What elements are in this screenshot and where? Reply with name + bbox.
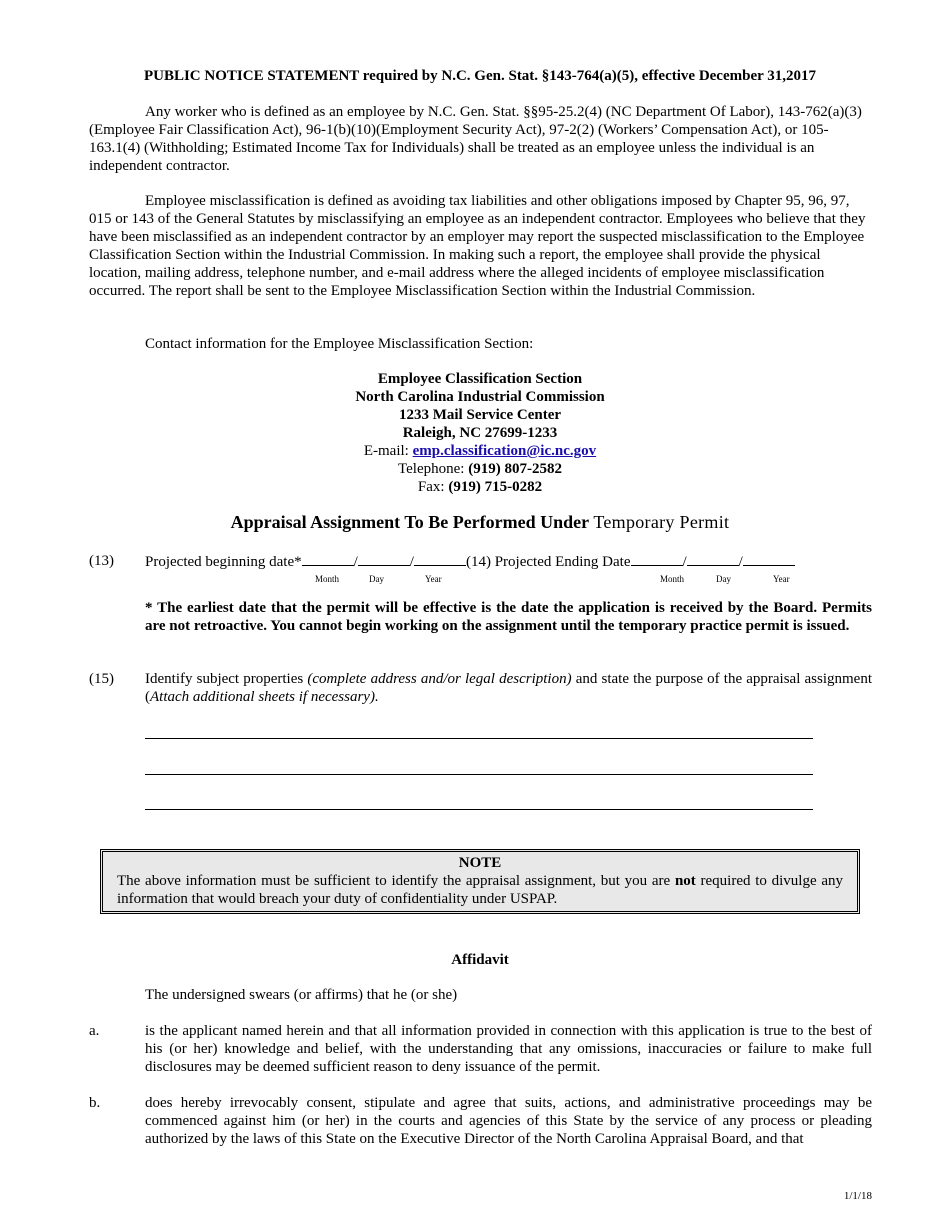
- note-text-bold: not: [674, 873, 696, 889]
- contact-fax-label: Fax:: [417, 479, 449, 495]
- item-15-text-purpose: and state the purpose of the appraisal assignment (: [145, 671, 873, 705]
- begin-year-caption: Year: [425, 574, 442, 584]
- contact-block: [300, 370, 660, 496]
- form-version-date: 1/1/18: [843, 1190, 872, 1202]
- date-slash: /: [409, 554, 414, 570]
- affidavit-intro: The undersigned swears (or affirms) that he (or she): [145, 987, 458, 1003]
- contact-email-link[interactable]: emp.classification@ic.nc.gov: [412, 443, 597, 459]
- end-year-field[interactable]: [743, 552, 795, 566]
- note-text-a: The above information must be sufficient to identify the appraisal assignment, but you are: [117, 873, 675, 889]
- item-15-italic: (complete address and/or legal description): [307, 671, 572, 687]
- subject-property-line-1[interactable]: [145, 738, 813, 739]
- note-text-b: required to divulge any information that would breach your duty of confidentiality under USPAP.: [117, 873, 844, 907]
- date-slash: /: [738, 554, 743, 570]
- contact-commission-name: North Carolina Industrial Commission: [355, 389, 605, 405]
- note-text: [117, 872, 843, 908]
- affidavit-item-b-text: does hereby irrevocably consent, stipulate and agree that suits, actions, and administrative proceedings may be commenced against him (or her) in the courts and agencies of this State by the service of any process or pleading authorized by the laws of this State on the Executive Director of the North Carolina Appraisal Board, and that: [145, 1095, 872, 1147]
- item-15-text: Identify subject properties: [145, 671, 308, 687]
- item-15-number: (15): [89, 671, 114, 687]
- contact-city-state-zip: Raleigh, NC 27699-1233: [402, 425, 558, 441]
- date-range-row: [145, 552, 885, 571]
- begin-day-caption: Day: [369, 574, 384, 584]
- begin-month-caption: Month: [315, 574, 340, 584]
- contact-phone-label: Telephone:: [398, 461, 469, 477]
- affidavit-item-b-label: b.: [89, 1095, 101, 1111]
- contact-phone-row: [300, 460, 660, 478]
- contact-phone-number: (919) 807-2582: [468, 461, 562, 477]
- beginning-date-label: Projected beginning date*: [145, 554, 302, 570]
- end-day-caption: Day: [716, 574, 731, 584]
- contact-fax-row: [300, 478, 660, 496]
- public-notice-heading: PUBLIC NOTICE STATEMENT required by N.C. Gen. Stat. §143-764(a)(5), effective December 31,2017: [143, 68, 817, 84]
- affidavit-item-a-text: is the applicant named herein and that all information provided in connection with this application is true to the best of his (or her) knowledge and belief, with the understanding that any omissions, inaccuracies or failure to make full disclosures may be deemed sufficient reason to deny issuance of the permit.: [145, 1023, 872, 1075]
- contact-fax-number: (919) 715-0282: [448, 479, 543, 495]
- item-13-number: (13): [89, 553, 114, 569]
- affidavit-title: Affidavit: [451, 952, 509, 968]
- effective-date-note: * The earliest date that the permit will be effective is the date the application is received by the Board. Permits are not retroactive. You cannot begin working on the assignment until the temporary practice permit is issued.: [145, 600, 872, 634]
- begin-month-field[interactable]: [302, 552, 354, 566]
- confidentiality-note-box: [100, 849, 860, 914]
- item-15-attach-note: Attach additional sheets if necessary).: [150, 689, 379, 705]
- date-slash: /: [682, 554, 687, 570]
- section-title: [90, 513, 870, 531]
- subject-property-line-3[interactable]: [145, 809, 813, 810]
- item-15-instructions: [145, 670, 872, 706]
- note-title: NOTE: [458, 855, 502, 871]
- section-title-bold: Appraisal Assignment To Be Performed Under: [230, 512, 589, 532]
- contact-section-name: Employee Classification Section: [377, 371, 583, 387]
- ending-date-label: (14) Projected Ending Date: [465, 554, 631, 570]
- begin-year-field[interactable]: [414, 552, 466, 566]
- notice-contact-intro: Contact information for the Employee Misclassification Section:: [145, 336, 534, 352]
- notice-paragraph-employee-definition: Any worker who is defined as an employee by N.C. Gen. Stat. §§95-25.2(4) (NC Department Of Labor), 143-762(a)(3) (Employee Fair Classification Act), 96-1(b)(10)(Employment Security Act), 97-2(2) (Workers’ Compensation Act), or 105-163.1(4) (Withholding; Estimated Income Tax for Individuals) shall be treated as an employee unless the individual is an independent contractor.: [89, 104, 862, 174]
- end-day-field[interactable]: [687, 552, 739, 566]
- end-year-caption: Year: [773, 574, 790, 584]
- affidavit-item-a-label: a.: [89, 1023, 100, 1039]
- contact-email-row: [300, 442, 660, 460]
- contact-email-label: E-mail:: [363, 443, 413, 459]
- date-slash: /: [353, 554, 358, 570]
- end-month-caption: Month: [660, 574, 685, 584]
- subject-property-line-2[interactable]: [145, 774, 813, 775]
- end-month-field[interactable]: [631, 552, 683, 566]
- begin-day-field[interactable]: [358, 552, 410, 566]
- notice-paragraph-misclassification: Employee misclassification is defined as avoiding tax liabilities and other obligations imposed by Chapter 95, 96, 97, 015 or 143 of the General Statutes by misclassifying an employee as an independent contractor. Employees who believe that they have been misclassified as an independent contractor by an employer may report the suspected misclassification to the Employee Classification Section within the Industrial Commission. In making such a report, the employee shall provide the physical location, mailing address, telephone number, and e-mail address where the alleged incidents of employee misclassification occurred. The report shall be sent to the Employee Misclassification Section within the Industrial Commission.: [89, 193, 866, 299]
- contact-mail-center: 1233 Mail Service Center: [398, 407, 562, 423]
- section-title-permit: Temporary Permit: [593, 512, 730, 532]
